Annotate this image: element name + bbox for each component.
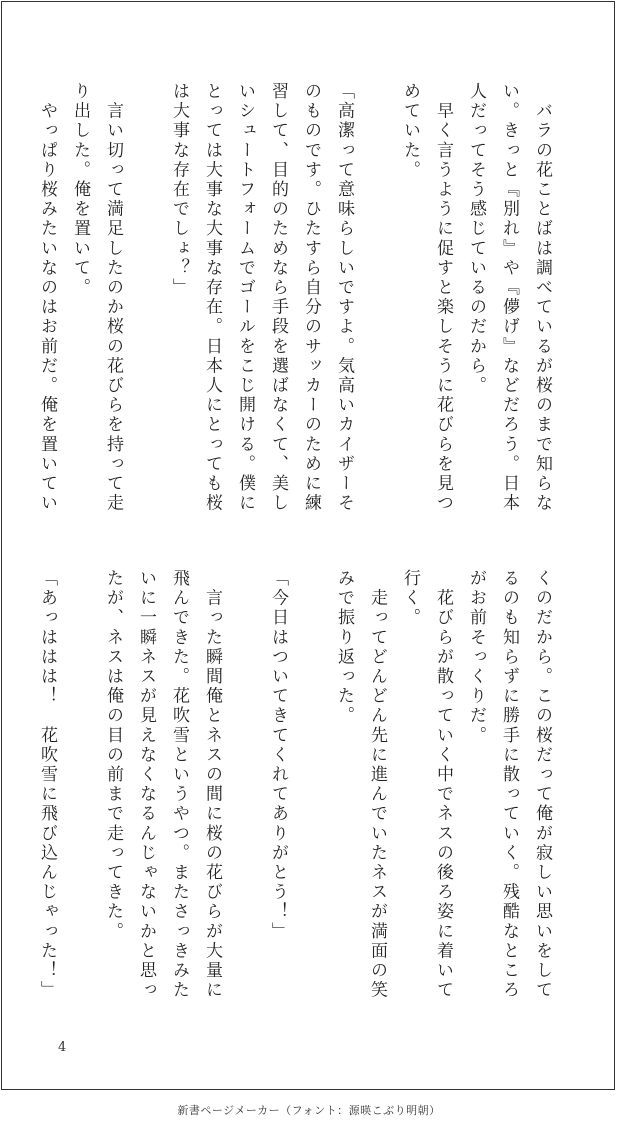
text-line — [63, 569, 96, 1009]
text-line: 言い切って満足したのか桜の花びらを持って走 — [103, 82, 123, 514]
text-line: 花びらが散っていく中でネスの後ろ姿に着いて — [433, 569, 453, 1001]
text-line: 行く。 — [400, 569, 420, 628]
text-line: 「今日はついてきてくれてありがとう！」 — [268, 569, 288, 942]
text-line: 言った瞬間俺とネスの間に桜の花びらが大量に — [202, 569, 222, 1001]
text-line: とっては大事な大事な存在。日本人にとっても桜 — [202, 82, 222, 514]
page-frame — [1, 1, 615, 1090]
page-number: 4 — [58, 1040, 67, 1055]
text-line: やっぱり桜みたいなのはお前だ。俺を置いてい — [37, 82, 57, 514]
text-line: 「高潔って意味らしいですよ。気高いカイザーそ — [334, 82, 354, 514]
text-line — [294, 569, 327, 1009]
text-line: いシュートフォームでゴールをこじ開ける。僕に — [235, 82, 255, 514]
text-line: 走ってどんどん先に進んでいたネスが満面の笑 — [367, 569, 387, 1001]
text-line: めていた。 — [400, 82, 420, 180]
text-line: 早く言うように促すと楽しそうに花びらを見つ — [433, 82, 453, 514]
text-line — [360, 82, 393, 522]
text-line: みで振り返った。 — [334, 569, 354, 726]
text-line: り出した。俺を置いて。 — [70, 82, 90, 298]
text-line: たが、ネスは俺の目の前まで走ってきた。 — [103, 569, 123, 942]
text-column-top — [30, 82, 558, 522]
text-line: るのも知らずに勝手に散っていく。残酷なところ — [499, 569, 519, 1001]
text-line: くのだから。この桜だって俺が寂しい思いをして — [532, 569, 552, 1001]
text-line: がお前そっくりだ。 — [466, 569, 486, 746]
text-line: のものです。ひたすら自分のサッカーのために練 — [301, 82, 321, 514]
text-line — [129, 82, 162, 522]
text-line — [228, 569, 261, 1009]
text-line: バラの花ことばは調べているが桜のまで知らな — [532, 82, 552, 514]
text-line: い。きっと『別れ』や『儚げ』などだろう。日本 — [499, 82, 519, 514]
text-line: 人だってそう感じているのだから。 — [466, 82, 486, 396]
text-line: は大事な存在でしょ？」 — [169, 82, 189, 298]
text-line: いに一瞬ネスが見えなくなるんじゃないかと思っ — [136, 569, 156, 1001]
footer-caption: 新書ページメーカー（フォント：源暎こぶり明朝） — [177, 1104, 441, 1117]
text-line: 「あっははは！ 花吹雪に飛び込んじゃった！」 — [37, 569, 57, 1001]
text-line: 習して、目的のためなら手段を選ばなくて、美し — [268, 82, 288, 514]
text-line: 飛んできた。花吹雪というやつ。またさっきみた — [169, 569, 189, 1001]
text-column-bottom — [30, 569, 558, 1009]
